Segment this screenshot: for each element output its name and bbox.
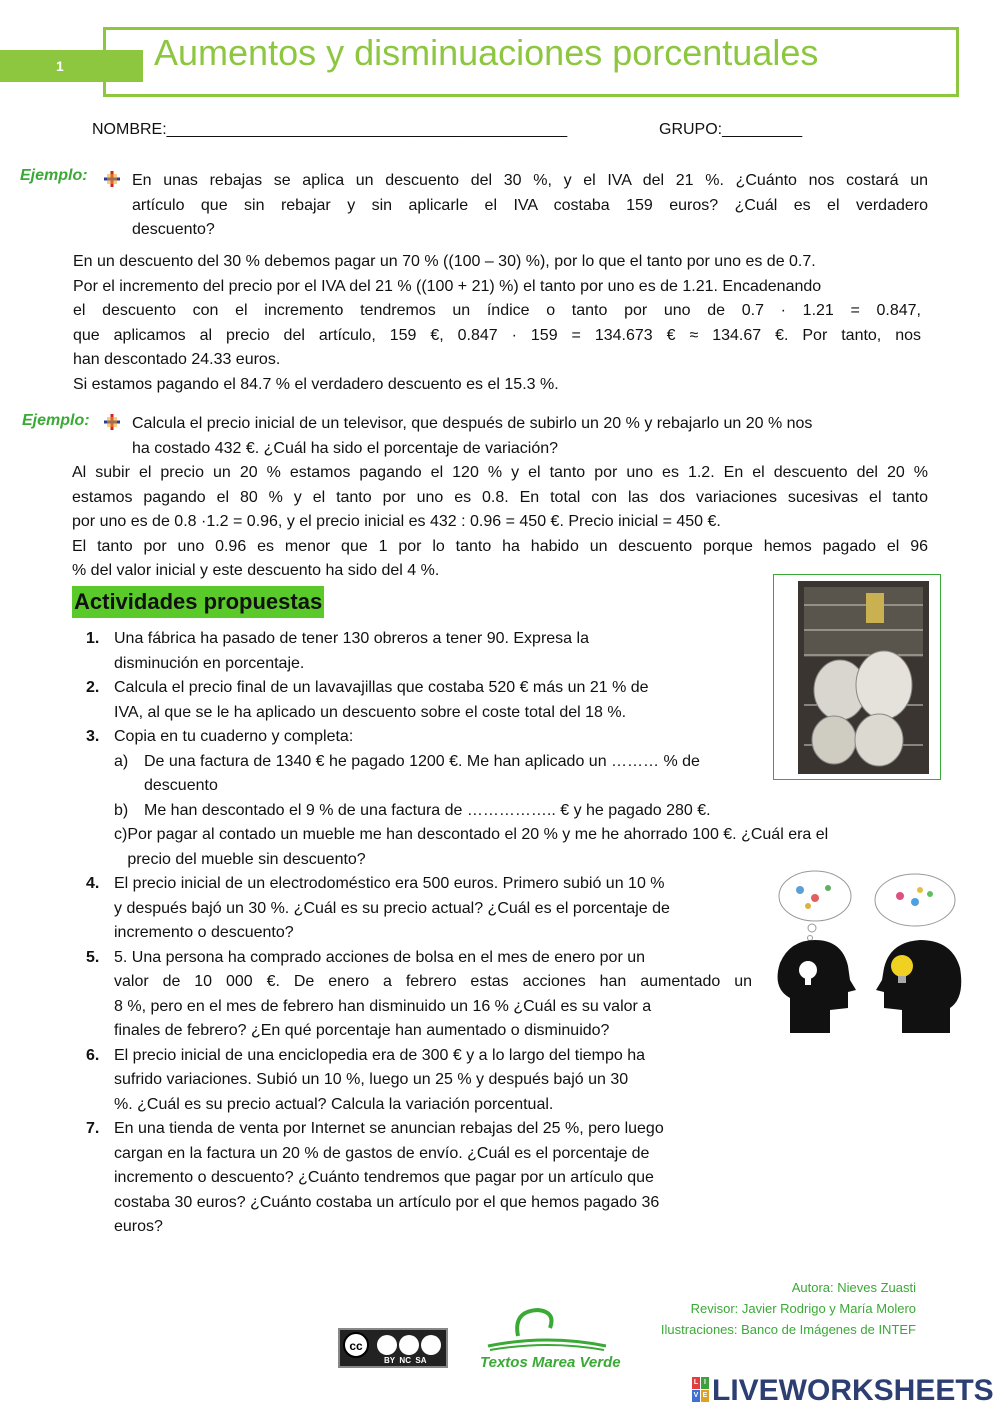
dishwasher-image [773,574,941,780]
liveworksheets-icon: L I V E [692,1377,708,1405]
activity-list [86,627,829,1240]
svg-text:cc: cc [349,1339,363,1353]
cc-license-logo [338,1328,448,1368]
list-item: 4. El precio inicial de un electrodoméstico era 500 euros. Primero subió un 10 % y después bajó un 30 %. ¿Cuál es su precio actual? ¿Cuál es el porcentaje de incremento o descuento? [86,875,670,941]
list-item: 1. Una fábrica ha pasado de tener 130 obreros a tener 90. Expresa la disminución en porcentaje. [86,630,589,672]
example1-question: En unas rebajas se aplica un descuento del 30 %, y el IVA del 21 %. ¿Cuánto nos costará un artículo que sin rebajar y sin aplicarle el IVA costaba 159 euros? ¿Cuál es el verdadero descuento? [132,172,928,238]
activities-heading: Actividades propuestas [72,586,324,618]
bullet-icon [104,171,120,187]
example-label: Ejemplo: [20,167,88,184]
group-field[interactable]: GRUPO:_________ [659,121,803,138]
example2-question: Calcula el precio inicial de un televisor, que después de subirlo un 20 % y rebajarlo un 20 % nos ha costado 432 €. ¿Cuál ha sido el porcentaje de variación? [132,415,813,457]
thinking-heads-illustration [770,868,965,1033]
page-title: Aumentos y disminuaciones porcentuales [154,32,819,73]
example1-answer: En un descuento del 30 % debemos pagar un 70 % ((100 – 30) %), por lo que el tanto por uno es de 0.7. Por el incremento del precio por el IVA del 21 % ((100 + 21) %) el tanto por uno es de 1.21. Encadenando el descuento con el incremento tendremos un índice o tanto por uno de 0.7 · 1.21 = 0.847, que aplicamos al precio del artículo, 159 €, 0.847 · 159 = 134.673 € ≈ 134.67 €. Por tanto, nos han descontado 24.33 euros. Si estamos pagando el 84.7 % el verdadero descuento es el 15.3 %. [73,253,921,393]
list-item: 5. 5. Una persona ha comprado acciones de bolsa en el mes de enero por un valor de 10 000 €. De enero a febrero estas acciones han aumentado un 8 %, pero en el mes de febrero han disminuido un 16 % ¿Cuál es su valor a finales de febrero? ¿En qué porcentaje han aumentado o disminuido? [86,948,752,1039]
example-label: Ejemplo: [22,412,90,429]
list-item: 3. Copia en tu cuaderno y completa: [86,728,354,745]
page-number: 1 [0,50,143,82]
list-item: 7. En una tienda de venta por Internet se anuncian rebajas del 25 %, pero luego cargan en la factura un 20 % de gastos de envío. ¿Cuál es el porcentaje de incremento o descuento? ¿Cuánto tendremos que pagar por un artículo que costaba 30 euros? ¿Cuánto costaba un artículo por el que hemos pagado 36 euros? [86,1120,664,1235]
reviewer-credit: Revisor: Javier Rodrigo y María Molero [690,1301,916,1316]
name-field[interactable]: NOMBRE:_____________________________________________ [92,121,568,138]
sub-list-item: a) De una factura de 1340 € he pagado 1200 €. Me han aplicado un ……… % de descuento [114,752,700,794]
marea-verde-text: Textos Marea Verde [480,1354,621,1371]
list-item: 2. Calcula el precio final de un lavavajillas que costaba 520 € más un 21 % de IVA, al que se le ha aplicado un descuento sobre el coste total del 18 %. [86,679,649,721]
cc-terms: BY NC SA [384,1356,427,1365]
bullet-icon [104,414,120,430]
sub-list-item: c) Por pagar al contado un mueble me han descontado el 20 % y me he ahorrado 100 €. ¿Cuál era el precio del mueble sin descuento? [114,826,829,868]
list-item: 6. El precio inicial de una enciclopedia era de 300 € y a lo largo del tiempo ha sufrido variaciones. Subió un 10 %, luego un 25 % y después bajó un 30 %. ¿Cuál es su precio actual? Calcula la variación porcentual. [86,1046,646,1113]
example2-answer: Al subir el precio un 20 % estamos pagando el 120 % y el tanto por uno es 1.2. En el descuento del 20 % estamos pagando el 80 % y el tanto por uno es 0.8. En total con las dos variaciones sucesivas el tanto por uno es de 0.8 ·1.2 = 0.96, y el precio inicial es 432 : 0.96 = 450 €. Precio inicial = 450 €. El tanto por uno 0.96 es menor que 1 por lo tanto ha habido un descuento porque hemos pagado el 96 % del valor inicial y este descuento ha sido del 4 %. [72,464,928,579]
liveworksheets-logo[interactable]: LIVEWORKSHEETS [712,1374,994,1407]
sub-list-item: b) Me han descontado el 9 % de una factura de …………….. € y he pagado 280 €. [114,801,711,819]
author-credit: Autora: Nieves Zuasti [791,1280,916,1295]
illustrations-credit: Ilustraciones: Banco de Imágenes de INTEF [660,1322,916,1337]
